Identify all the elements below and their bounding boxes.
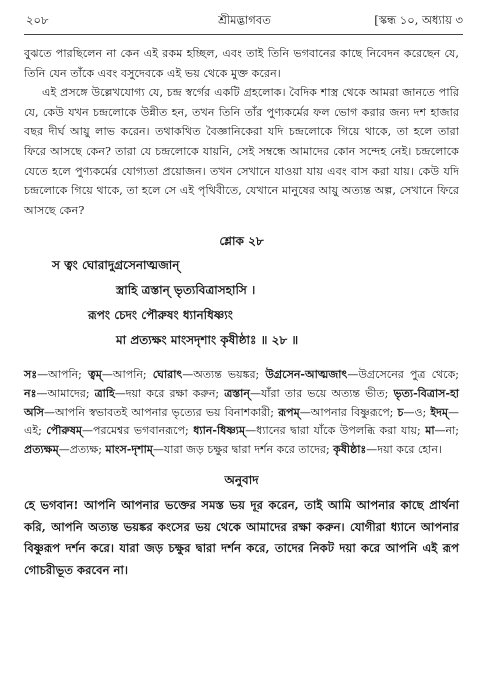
translation-text: হে ভগবান! আপনি আপনার ভক্তের সমস্ত ভয় দূর করেন, তাই আমি আপনার কাছে প্রার্থনা করি, আপনি অত্যন্ত ভয়ঙ্কর কংসের ভয় থেকে আমাদের রক্ষা করুন। যোগীরা ধ্যানে আপনার বিষ্ণুরূপ দর্শন করে। যারা জড় চক্ষুর দ্বারা দর্শন করে, তাদের নিকট দয়া করে আপনি এই রূপ গোচরীভূত করবেন না। [24, 498, 459, 577]
synonym-meaning: দয়া করে হোন। [377, 442, 442, 456]
synonym-word: সঃ [24, 368, 38, 382]
word-for-word-synonyms: সঃ—আপনি; ত্বম্—আপনি; ঘোরাৎ—অত্যন্ত ভয়ঙ্কর; উগ্রসেন-আত্মজাৎ—উগ্রসেনের পুত্র থেকে; নঃ—আমাদের; ত্রাহি—দয়া করে রক্ষা করুন; ত্রস্তান্—যাঁরা তার ভয়ে অত্যন্ত ভীত; ভৃত্য-বিত্রাস-হা অসি—আপনি স্বভাবতই আপনার ভৃত্যের ভয় বিনাশকারী; রূপম্—আপনার বিষ্ণুরূপে; চ—ও; ইদম্—এই; পৌরুষম্—পরমেশ্বর ভগবানরূপে; ধ্যান-ধিষ্ণ্যম্—ধ্যানের দ্বারা যাঁকে উপলব্ধি করা যায়; মা—না; প্রত্যক্ষম্—প্রত্যক্ষ; মাংস-দৃশাম্—যারা জড় চক্ষুর দ্বারা দর্শন করে তাদের; কৃষীষ্ঠাঃ—দয়া করে হোন। [24, 368, 459, 456]
section-label: [স্কন্ধ ১০, অধ্যায় ৩ [374, 13, 463, 27]
synonym-meaning: আপনি; [112, 368, 153, 382]
commentary-paragraph: বুঝতে পারছিলেন না কেন এই রকম হচ্ছিল, এবং তাই তিনি ভগবানের কাছে নিবেদন করেছেন যে, তিনি যেন তাঁকে এবং বসুদেবকে এই ভয় থেকে মুক্ত করেন। [24, 47, 459, 80]
synonym-word: কৃষীষ্ঠাঃ [333, 442, 367, 456]
synonym-meaning: প্রত্যক্ষ; [69, 442, 106, 456]
synonym-word: নঃ [24, 386, 37, 400]
synonym-meaning: আপনার বিষ্ণুরূপে; [310, 405, 398, 419]
synonym-word: মা [425, 424, 435, 438]
translation-heading: অনুবাদ [224, 473, 259, 488]
synonym-meaning: আপনি স্বভাবতই আপনার ভৃত্যের ভয় বিনাশকারী; [54, 405, 279, 419]
synonym-word: পৌরুষম্ [46, 424, 82, 438]
synonym-meaning: এই; [24, 424, 47, 438]
synonym-word: ত্বম্ [87, 368, 102, 382]
verse-line: মা প্রত্যক্ষং মাংসদৃশাং কৃষীষ্ঠাঃ ॥ ২৮ ॥ [116, 333, 299, 348]
synonym-meaning: না; [445, 424, 459, 438]
synonym-word: চ [397, 405, 404, 419]
synonym-word: ভৃত্য-বিত্রাস-হা অসি [24, 386, 459, 419]
synonym-meaning: যাঁরা তার ভয়ে অত্যন্ত ভীত; [260, 386, 394, 400]
running-header [26, 12, 463, 32]
synonym-word: উগ্রসেন-আত্মজাৎ [265, 368, 348, 382]
verse-line: স্ত্রাহি ত্রস্তান্ ভৃত্যবিত্রাসহাসি । [116, 283, 256, 298]
synonym-meaning: ও; [414, 405, 431, 419]
synonym-meaning: অত্যন্ত ভয়ঙ্কর; [193, 368, 266, 382]
synonym-meaning: ধ্যানের দ্বারা যাঁকে উপলব্ধি করা যায়; [256, 424, 426, 438]
synonym-meaning: আপনি; [48, 368, 88, 382]
synonym-word: মাংস-দৃশাম্ [105, 442, 153, 456]
synonym-meaning: যারা জড় চক্ষুর দ্বারা দর্শন করে তাদের; [163, 442, 334, 456]
commentary-paragraph: এই প্রসঙ্গে উল্লেখযোগ্য যে, চন্দ্র স্বর্গের একটি গ্রহলোক। বৈদিক শাস্ত্র থেকে আমরা জানতে পারি যে, কেউ যখন চন্দ্রলোকে উন্নীত হন, তখন তিনি তাঁর পুণ্যকর্মের ফল ভোগ করার জন্য দশ হাজার বছর দীর্ঘ আয়ু লাভ করেন। তথাকথিত বৈজ্ঞানিকেরা যদি চন্দ্রলোকে গিয়ে থাকে, তা হলে তারা ফিরে আসছে কেন? তারা যে চন্দ্রলোকে যায়নি, সেই সম্বন্ধে আমাদের কোন সন্দেহ নেই। চন্দ্রলোকে যেতে হলে পুণ্যকর্মের যোগ্যতা প্রয়োজন। তখন সেখানে যাওয়া যায় এবং বাস করা যায়। কেউ যদি চন্দ্রলোকে গিয়ে থাকে, তা হলে সে এই পৃথিবীতে, যেখানে মানুষের আয়ু অত্যন্ত অল্প, সেখানে ফিরে আসছে কেন? [24, 86, 459, 217]
synonym-meaning: উগ্রসেনের পুত্র থেকে; [358, 368, 459, 382]
page-number: ২০৮ [26, 13, 49, 27]
header-rule [24, 34, 463, 35]
synonym-word: ইদম্ [430, 405, 448, 419]
verse-heading: শ্লোক ২৮ [219, 234, 264, 249]
book-title: শ্রীমদ্ভাগবত [218, 13, 271, 27]
synonym-word: ঘোরাৎ [152, 368, 183, 382]
synonym-word: রূপম্ [278, 405, 300, 419]
synonym-word: ধ্যান-ধিষ্ণ্যম্ [193, 424, 246, 438]
synonym-meaning: দয়া করে রক্ষা করুন; [125, 386, 225, 400]
synonym-word: ত্রাহি [94, 386, 115, 400]
page-body [24, 44, 459, 581]
synonym-word: প্রত্যক্ষম্ [24, 442, 59, 456]
synonym-meaning: পরমেশ্বর ভগবানরূপে; [93, 424, 194, 438]
verse-line: স ত্বং ঘোরাদুগ্রসেনাত্মজান্ [52, 258, 180, 273]
synonym-word: ত্রস্তান্ [224, 386, 250, 400]
verse-line: রূপং চেদং পৌরুষং ধ্যানধিষ্ণ্যং [88, 308, 233, 323]
synonym-meaning: আমাদের; [47, 386, 95, 400]
